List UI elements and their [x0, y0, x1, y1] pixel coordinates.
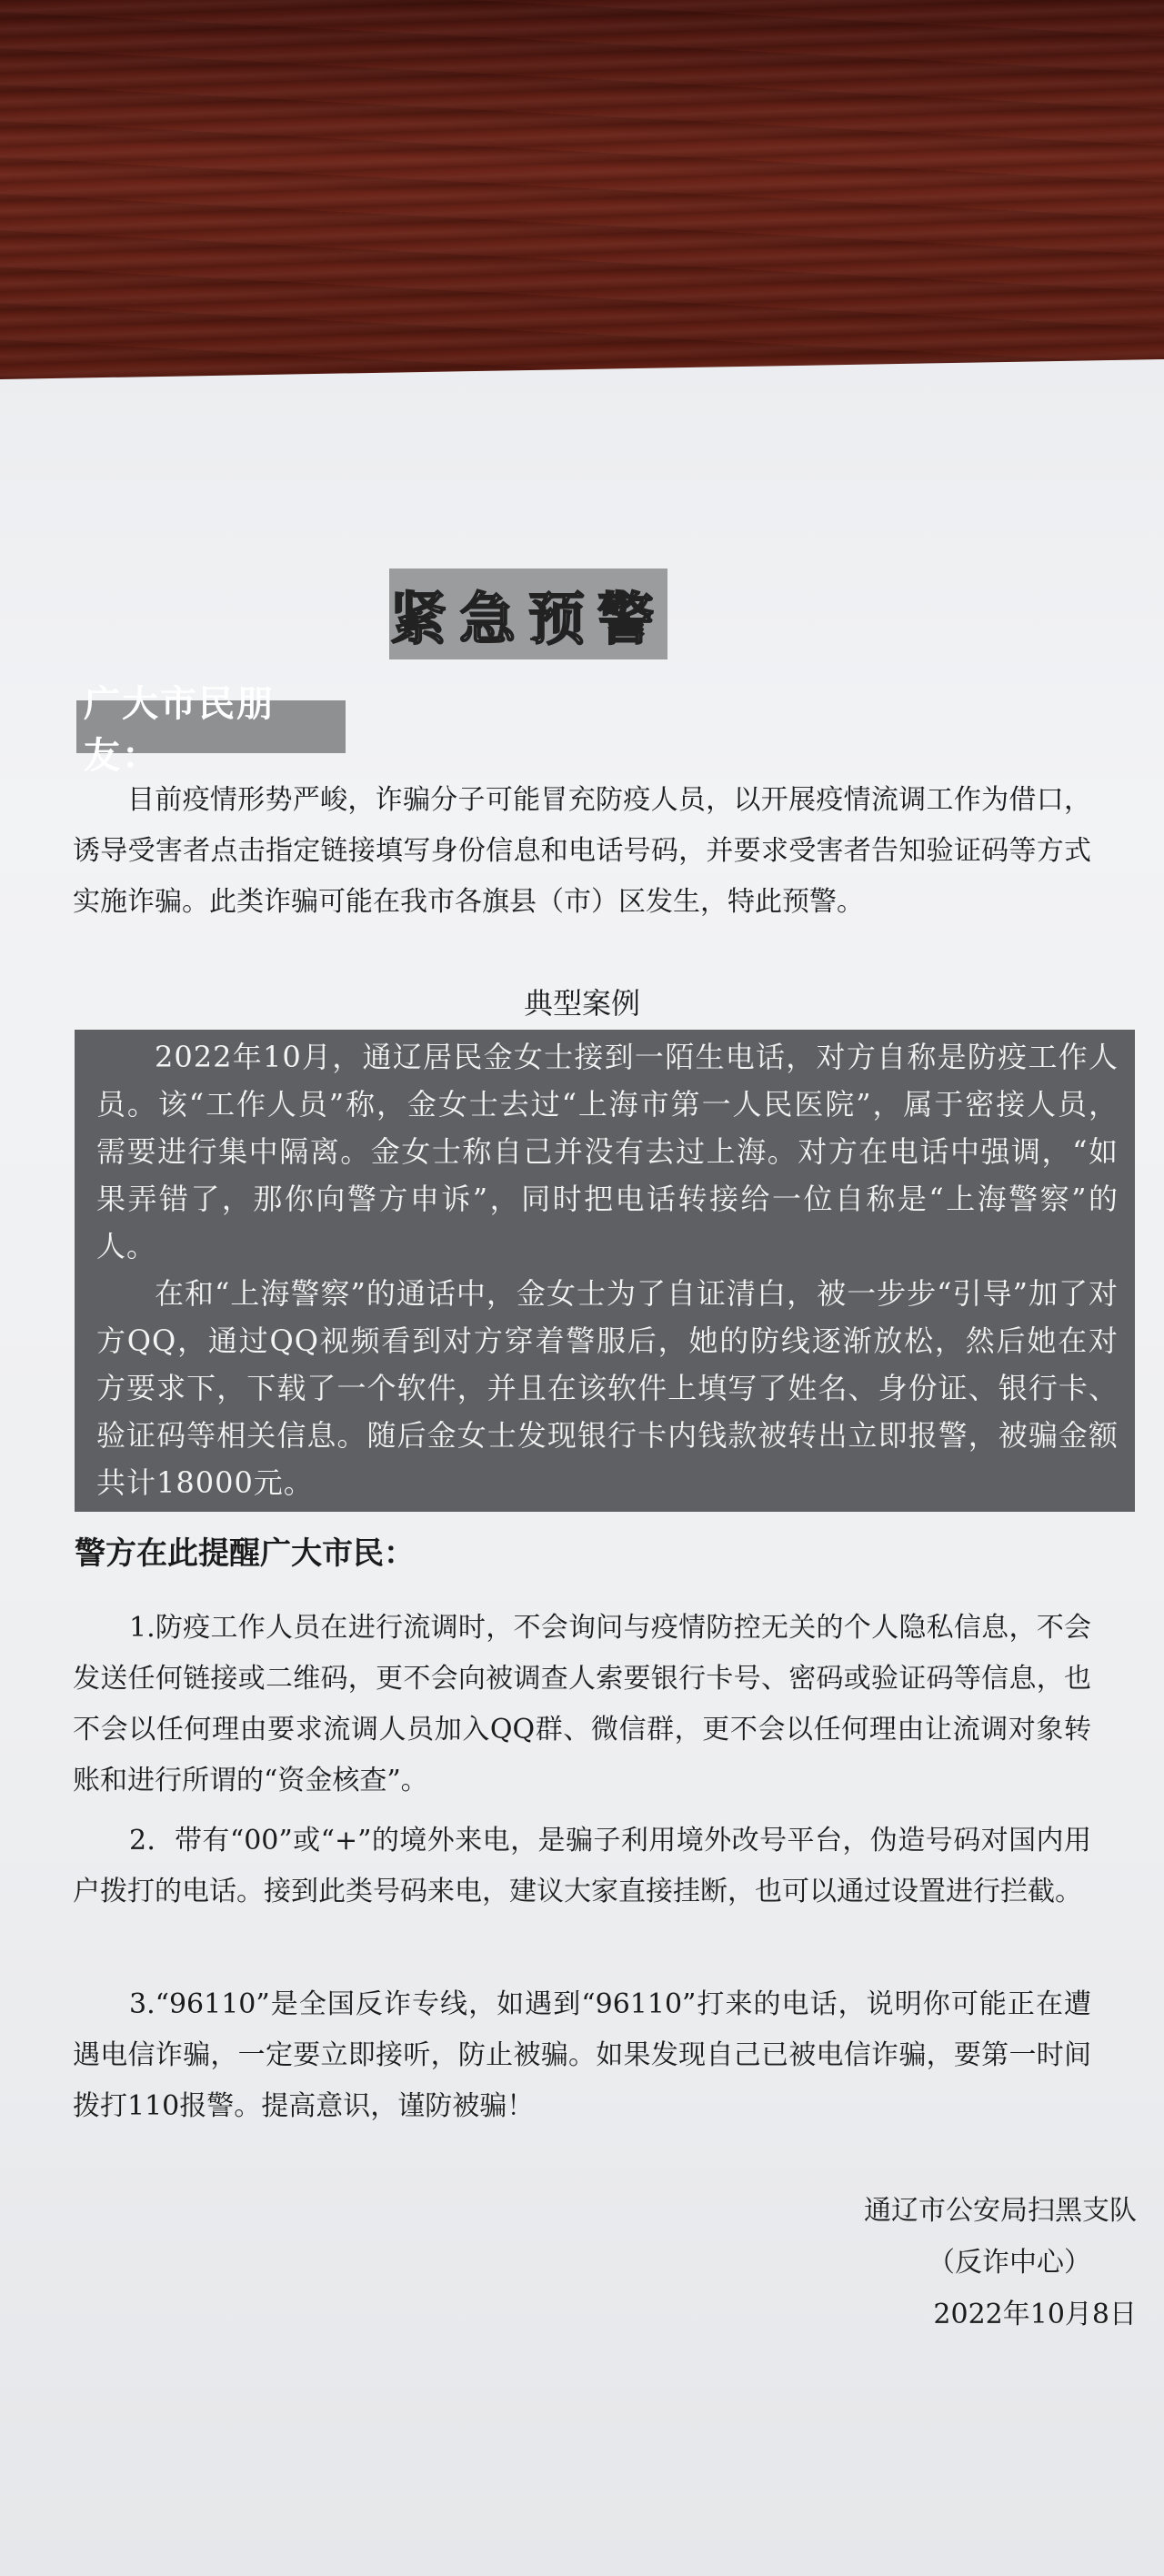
title-banner — [389, 569, 667, 659]
case-box — [75, 1030, 1135, 1512]
signature-org: 通辽市公安局扫黑支队 — [864, 2195, 1137, 2227]
greeting-banner — [76, 683, 346, 777]
reminder-item: 1.防疫工作人员在进行流调时，不会询问与疫情防控无关的个人隐私信息，不会发送任何链接或二维码，更不会向被调查人索要银行卡号、密码或验证码等信息，也不会以任何理由要求流调人员加入QQ群、微信群，更不会以任何理由让流调对象转账和进行所谓的“资金核查”。 — [73, 1612, 1091, 1796]
reminder-item: 3.“96110”是全国反诈专线，如遇到“96110”打来的电话，说明你可能正在遭遇电信诈骗，一定要立即接听，防止被骗。如果发现自己已被电信诈骗，要第一时间拨打110报警。提高意识，谨防被骗！ — [73, 1988, 1091, 2122]
signature-dept: （反诈中心） — [928, 2247, 1091, 2279]
case-paragraph: 在和“上海警察”的通话中，金女士为了自证清白，被一步步“引导”加了对方QQ，通过QQ视频看到对方穿着警服后，她的防线逐渐放松，然后她在对方要求下，下载了一个软件，并且在该软件上填写了姓名、身份证、银行卡、验证码等相关信息。随后金女士发现银行卡内钱款被转出立即报警，被骗金额共计18000元。 — [96, 1276, 1119, 1500]
signature-date: 2022年10月8日 — [933, 2299, 1137, 2330]
case-paragraph: 2022年10月，通辽居民金女士接到一陌生电话，对方自称是防疫工作人员。该“工作人员”称，金女士去过“上海市第一人民医院”，属于密接人员，需要进行集中隔离。金女士称自己并没有去过上海。对方在电话中强调，“如果弄错了，那你向警方申诉”，同时把电话转接给一位自称是“上海警察”的人。 — [96, 1040, 1119, 1263]
reminder-item: 2．带有“00”或“+”的境外来电，是骗子利用境外改号平台，伪造号码对国内用户拨打的电话。接到此类号码来电，建议大家直接挂断，也可以通过设置进行拦截。 — [73, 1825, 1091, 1907]
wooden-table-background — [0, 0, 1164, 400]
intro-paragraph: 目前疫情形势严峻，诈骗分子可能冒充防疫人员，以开展疫情流调工作为借口，诱导受害者点击指定链接填写身份信息和电话号码，并要求受害者告知验证码等方式实施诈骗。此类诈骗可能在我市各旗县（市）区发生，特此预警。 — [73, 784, 1091, 918]
reminder-heading: 警方在此提醒广大市民： — [75, 1535, 415, 1572]
page-title: 紧急预警 — [389, 585, 667, 652]
case-section-title: 典型案例 — [523, 986, 640, 1021]
greeting: 广大市民朋友： — [84, 683, 275, 777]
